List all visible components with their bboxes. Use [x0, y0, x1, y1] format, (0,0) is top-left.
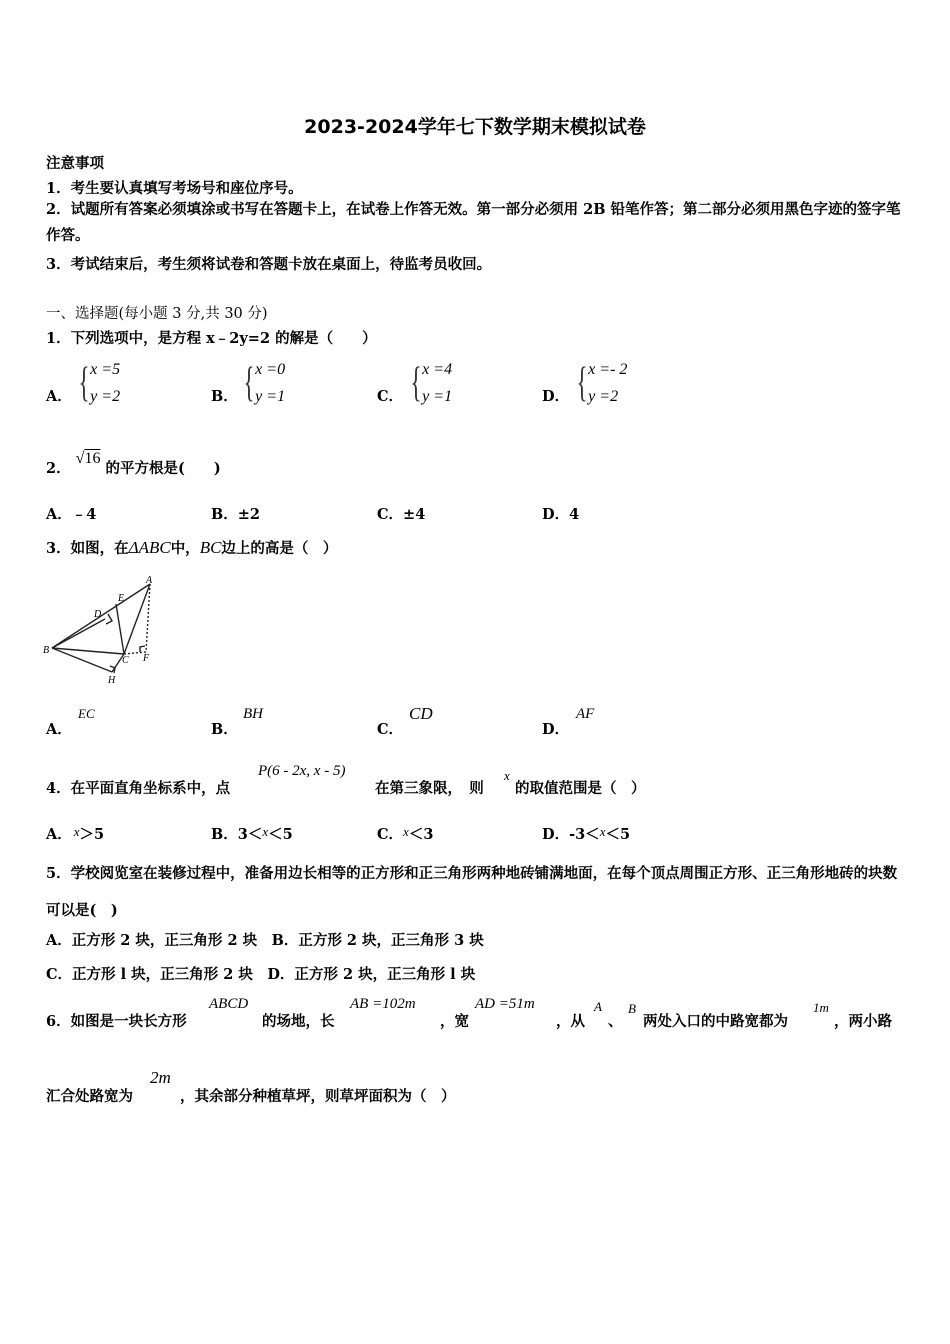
q4-var: x	[504, 768, 510, 783]
q3-option-d-label: D．	[542, 721, 570, 738]
q2-d-value: 4	[569, 506, 580, 523]
q3-stem-text: 边上的高是（ ）	[221, 540, 338, 557]
q6-math-2m: 2m	[150, 1068, 171, 1087]
label-b: B	[43, 645, 50, 656]
q4-b-pre: 3＜	[237, 826, 263, 843]
label-h: H	[108, 675, 116, 686]
q2-c-value: ±4	[403, 506, 426, 523]
q6-text-4: ，从	[556, 1013, 585, 1030]
q1-a-x: x =5	[90, 361, 121, 378]
q1-option-a-label: A．	[46, 388, 72, 405]
label-f: F	[143, 653, 150, 664]
q2-radicand: 16	[84, 450, 101, 467]
q6-text-2: 的场地，长	[262, 1013, 335, 1030]
segment-bd	[52, 619, 105, 648]
q1-d-y: y =2	[588, 388, 619, 405]
q4-d-var: x	[599, 824, 606, 839]
q1-option-c-label: C．	[377, 388, 404, 405]
q4-option-b	[211, 823, 293, 844]
q5-options-row-2: C．正方形 l 块，正三角形 2 块 D．正方形 2 块，正三角形 l 块	[46, 966, 476, 983]
q4-point: P(6 - 2x, x - 5)	[258, 763, 346, 779]
q2-number: 2．	[46, 460, 71, 477]
q4-d-post: ＜5	[605, 826, 631, 843]
q1-b-x: x =0	[255, 361, 286, 378]
q6-math-ab: AB =102m	[350, 996, 416, 1012]
q2-option-b	[211, 503, 260, 524]
q2-option-d	[542, 503, 579, 524]
q3-triangle-figure	[40, 574, 170, 686]
q2-option-c	[377, 503, 425, 524]
notice-item-1: 1．考生要认真填写考场号和座位序号。	[46, 180, 303, 197]
sqrt-icon: √16	[75, 450, 101, 467]
q4-stem-start: 4．在平面直角坐标系中，点	[46, 780, 231, 797]
brace-icon: {	[410, 360, 422, 406]
q1-option-d-system	[572, 356, 627, 410]
notice-heading: 注意事项	[46, 155, 104, 172]
segment-ca	[124, 584, 150, 654]
q2-b-value: ±2	[237, 506, 261, 523]
q4-a-label: A．	[46, 826, 72, 843]
q6-text-5: 、	[608, 1013, 623, 1030]
label-c: C	[122, 655, 129, 666]
q6-math-1m: 1m	[813, 1000, 829, 1015]
q5-options-row-1: A．正方形 2 块，正三角形 2 块 B．正方形 2 块，正三角形 3 块	[46, 932, 484, 949]
q4-d-label: D．	[542, 826, 570, 843]
q3-triangle: ΔABC	[128, 538, 171, 557]
q2-c-label: C．	[377, 506, 404, 523]
q3-mid: 中，	[170, 540, 200, 557]
notice-item-3: 3．考试结束后，考生须将试卷和答题卡放在桌面上，待监考员收回。	[46, 256, 492, 273]
q3-option-c-label: C．	[377, 721, 404, 738]
q4-d-pre: -3＜	[569, 826, 600, 843]
q6-text-7: ，两小路	[834, 1013, 892, 1030]
q4-b-label: B．	[211, 826, 238, 843]
q3-option-d-value: AF	[576, 706, 595, 722]
q3-option-b-label: B．	[211, 721, 238, 738]
q1-option-c-system	[406, 356, 452, 410]
q4-option-a	[46, 823, 104, 844]
q4-c-var: x	[403, 824, 409, 839]
q2-stem-text: 的平方根是( )	[105, 460, 221, 477]
q6-text-9: ，其余部分种植草坪，则草坪面积为（ ）	[180, 1088, 456, 1105]
q3-option-b-value: BH	[243, 706, 263, 722]
q4-stem-end: 的取值范围是（ ）	[515, 780, 646, 797]
q1-d-x: x =- 2	[588, 361, 628, 378]
notice-item-2: 2．试题所有答案必须填涂或书写在答题卡上，在试卷上作答无效。第一部分必须用 2B 铅笔作答；第二部分必须用黑色字迹的签字笔作答。	[46, 201, 901, 244]
brace-icon: {	[78, 360, 90, 406]
section-heading: 一、选择题(每小题 3 分,共 30 分)	[46, 306, 268, 322]
q1-c-x: x =4	[422, 361, 453, 378]
q6-math-b: B	[628, 1001, 636, 1016]
q2-a-value: ﹣4	[71, 506, 97, 523]
q6-text-8: 汇合处路宽为	[46, 1088, 133, 1105]
q4-a-var: x	[73, 824, 80, 839]
q6-math-abcd: ABCD	[209, 996, 249, 1012]
q5-stem: 5．学校阅览室在装修过程中，准备用边长相等的正方形和正三角形两种地砖铺满地面，在每个顶点周围正方形、正三角形地砖的块数可以是( )	[46, 865, 898, 919]
q6-math-ad: AD =51m	[475, 996, 535, 1012]
q6-math-a: A	[594, 999, 602, 1014]
q3-side: BC	[199, 538, 222, 557]
q3-option-c-value: CD	[409, 704, 433, 723]
right-angle-f	[140, 646, 145, 652]
q2-b-label: B．	[211, 506, 238, 523]
q2-d-label: D．	[542, 506, 570, 523]
q1-option-d-label: D．	[542, 388, 570, 405]
q4-option-d	[542, 823, 630, 844]
q3-number: 3．如图，在	[46, 540, 129, 557]
exam-title: 2023-2024学年七下数学期末模拟试卷	[304, 116, 646, 138]
q2-a-label: A．	[46, 506, 72, 523]
q4-b-var: x	[262, 824, 269, 839]
q4-c-post: ＜3	[408, 826, 434, 843]
label-d: D	[94, 609, 102, 620]
q4-option-c	[377, 823, 433, 844]
label-a: A	[146, 575, 153, 586]
segment-ce	[116, 604, 124, 654]
q2-stem	[46, 450, 221, 478]
q3-stem	[46, 537, 337, 558]
brace-icon: {	[576, 360, 588, 406]
q4-b-post: ＜5	[268, 826, 293, 843]
label-e: E	[118, 593, 125, 604]
brace-icon: {	[243, 360, 255, 406]
q1-stem: 1．下列选项中，是方程 x﹣2y=2 的解是（ ）	[46, 330, 377, 347]
q1-option-a-system	[74, 356, 120, 410]
q1-b-y: y =1	[255, 388, 286, 405]
q4-a-post: ＞5	[79, 826, 105, 843]
q2-option-a	[46, 503, 96, 524]
q1-option-b-label: B．	[211, 388, 238, 405]
q1-option-b-system	[239, 356, 285, 410]
q1-a-y: y =2	[90, 388, 121, 405]
right-angle-d	[106, 614, 112, 624]
q6-text-3: ，宽	[440, 1013, 469, 1030]
q1-c-y: y =1	[422, 388, 453, 405]
q4-c-label: C．	[377, 826, 404, 843]
segment-bc	[52, 648, 124, 654]
q3-option-a-label: A．	[46, 721, 72, 738]
q3-option-a-value: EC	[78, 706, 95, 721]
q4-stem-mid: 在第三象限， 则	[375, 780, 484, 797]
q6-text-1: 6．如图是一块长方形	[46, 1013, 187, 1030]
q6-text-6: 两处入口的中路宽都为	[643, 1013, 788, 1030]
